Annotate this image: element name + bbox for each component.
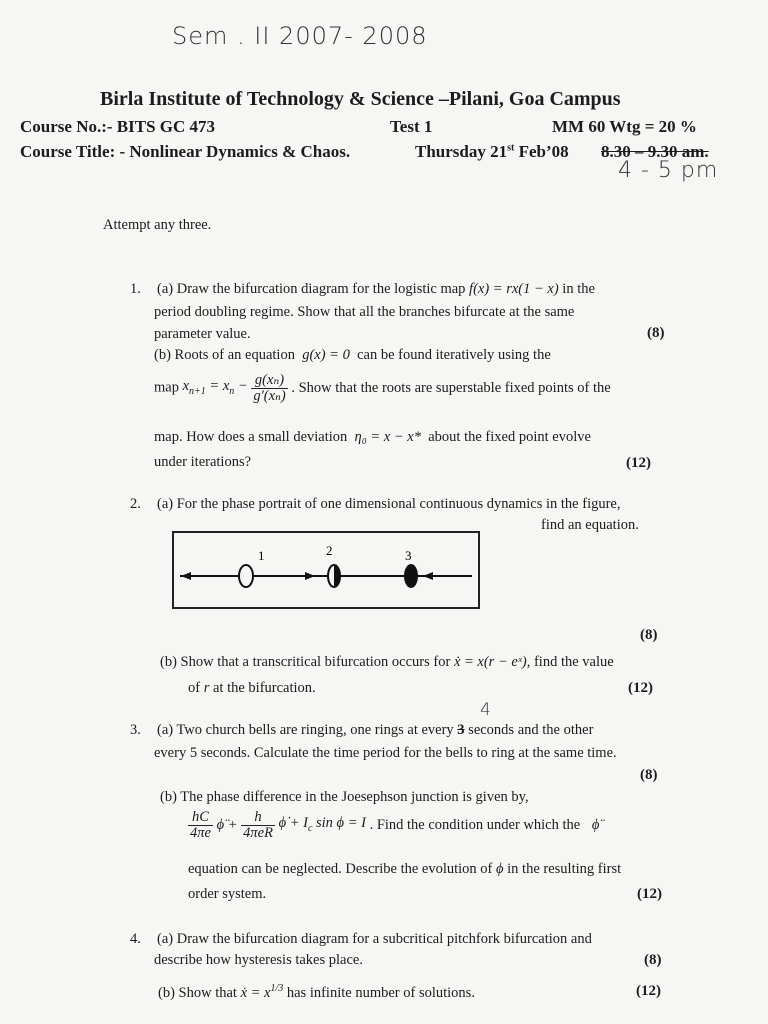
q3b-equation-line <box>188 810 599 840</box>
q3b-line4: order system. <box>188 886 267 902</box>
q1a-line2: period doubling regime. Show that all the branches bifurcate at the same <box>154 304 575 320</box>
date-sup: st <box>507 142 515 154</box>
course-no: Course No.:- BITS GC 473 <box>20 117 216 136</box>
parameter-r: r <box>203 680 210 696</box>
deviation-formula: η₀ = x − x* <box>354 429 421 445</box>
q3a-marks: (8) <box>640 767 658 783</box>
newton-map-formula <box>183 379 248 397</box>
exponent-one-third: 1/3 <box>270 983 284 994</box>
q1a-marks: (8) <box>647 325 665 341</box>
q2b-marks: (12) <box>628 680 653 696</box>
josephson-fraction-1 <box>188 810 213 840</box>
q2b-line1 <box>160 655 614 670</box>
map-lhs-sub: n+1 <box>189 385 206 397</box>
q2a-line1: (a) For the phase portrait of one dimensional continuous dynamics in the figure, <box>157 496 621 512</box>
frac2-denominator: 4πeR <box>243 824 273 841</box>
exam-date <box>415 142 569 162</box>
test-label: Test 1 <box>390 117 433 136</box>
q3b-line3-start: equation can be neglected. Describe the evolution of <box>188 861 493 877</box>
frac1-denominator: 4πe <box>190 824 211 841</box>
q1b-line3 <box>154 430 591 445</box>
phi-dot-term: ϕ̇ + I <box>278 815 308 832</box>
q3a-end: seconds and the other <box>468 722 594 738</box>
date-day: Thursday 21 <box>415 142 508 161</box>
q2-number: 2. <box>130 496 141 512</box>
handwritten-number-correction: 4 <box>480 700 492 720</box>
frac1-numerator: hC <box>188 810 213 826</box>
q1b-text: (b) Roots of an equation <box>154 347 295 363</box>
map-eq: = x <box>205 378 230 395</box>
q1b-map-end: . Show that the roots are superstable fixed points of the <box>291 379 611 396</box>
q1b-line3-text: map. How does a small deviation <box>154 429 348 445</box>
q4a-line1: (a) Draw the bifurcation diagram for a subcritical pitchfork bifurcation and <box>157 931 592 947</box>
q3a-start: (a) Two church bells are ringing, one rings at every <box>157 722 454 738</box>
q1b-line3-end: about the fixed point evolve <box>428 429 591 445</box>
q3-number: 3. <box>130 722 141 738</box>
q1-number: 1. <box>130 281 141 297</box>
q4a-marks: (8) <box>644 952 662 968</box>
q4-number: 4. <box>130 931 141 947</box>
frac2-numerator: h <box>241 810 275 826</box>
institute-title: Birla Institute of Technology & Science –Pilani, Goa Campus <box>100 88 621 110</box>
q4b-end: has infinite number of solutions. <box>286 984 475 1001</box>
map-word: map <box>154 379 179 396</box>
xdot-eq: ẋ = x <box>240 984 271 1001</box>
newton-fraction <box>251 373 287 403</box>
phi-symbol: ϕ <box>496 861 504 877</box>
q1a-line1 <box>157 282 595 297</box>
q3a-line2: every 5 seconds. Calculate the time period for the bells to ring at the same time. <box>154 745 617 761</box>
q2a-line2: find an equation. <box>541 517 639 533</box>
phi-ddot-term: ϕ̈ + <box>216 816 238 833</box>
q4b-text: (b) Show that <box>158 984 237 1001</box>
course-title: Course Title: - Nonlinear Dynamics & Chaos. <box>20 142 351 161</box>
map-eq-sub: n <box>229 385 235 397</box>
q1b-line4: under iterations? <box>154 454 252 470</box>
q4a-line2: describe how hysteresis takes place. <box>154 952 363 968</box>
q2b-line2-end: at the bifurcation. <box>213 680 316 696</box>
map-minus: − <box>234 378 248 395</box>
figure-label-2: 2 <box>326 543 333 558</box>
q3b-line3-end: in the resulting first <box>507 861 622 877</box>
cube-root-equation <box>241 985 284 1001</box>
q1a-line3: parameter value. <box>154 326 251 342</box>
q1b-marks: (12) <box>626 455 651 471</box>
date-month: Feb’08 <box>514 142 569 161</box>
transcritical-equation: ẋ = x(r − eˣ) <box>453 654 527 670</box>
crossed-out-number: 3 <box>457 722 465 738</box>
q4b-line1 <box>158 984 475 1000</box>
fraction-numerator: g(xₙ) <box>251 373 287 389</box>
q3b-marks: (12) <box>637 886 662 902</box>
q3b-line3 <box>188 862 621 877</box>
figure-label-3: 3 <box>405 548 412 563</box>
phi-ddot-symbol: ϕ̈ <box>591 816 600 833</box>
sin-term: sin ϕ = I <box>312 815 366 832</box>
fixed-point-3-stable <box>404 564 418 588</box>
fraction-denominator: g′(xₙ) <box>253 387 286 404</box>
q2b-line2-of: of <box>188 680 201 696</box>
josephson-rest <box>278 815 366 834</box>
phase-portrait-figure <box>172 531 480 609</box>
figure-label-1: 1 <box>258 548 265 563</box>
josephson-fraction-2 <box>241 810 275 840</box>
q2a-marks: (8) <box>640 627 658 643</box>
logistic-map-formula: f(x) = rx(1 − x) <box>469 281 559 297</box>
q3a-line1 <box>157 723 593 738</box>
phase-portrait-svg <box>174 533 478 607</box>
struck-time: 8.30 – 9.30 am. <box>601 142 709 161</box>
q2b-line2 <box>188 681 316 696</box>
q3b-line2-end: . Find the condition under which the <box>369 816 581 833</box>
q2b-end: , find the value <box>526 654 614 670</box>
handwritten-time: 4 - 5 pm <box>618 158 719 183</box>
q1b-end: can be found iteratively using the <box>357 347 551 363</box>
map-lhs: x <box>182 378 190 395</box>
q3b-line1: (b) The phase difference in the Joesephson junction is given by, <box>160 789 529 805</box>
q2b-text: (b) Show that a transcritical bifurcation occurs for <box>160 654 451 670</box>
fixed-point-1-unstable <box>239 565 253 587</box>
q1b-line1 <box>154 348 551 363</box>
handwritten-semester: Sem . II 2007- 2008 <box>172 22 428 50</box>
instruction: Attempt any three. <box>103 217 212 233</box>
q1a-text: (a) Draw the bifurcation diagram for the logistic map <box>157 281 466 297</box>
g-equation: g(x) = 0 <box>302 347 350 363</box>
q1b-map-line <box>154 373 611 403</box>
q4b-marks: (12) <box>636 983 661 999</box>
max-marks: MM 60 Wtg = 20 % <box>552 117 697 136</box>
ic-sub: c <box>307 822 313 834</box>
q1a-end: in the <box>562 281 595 297</box>
